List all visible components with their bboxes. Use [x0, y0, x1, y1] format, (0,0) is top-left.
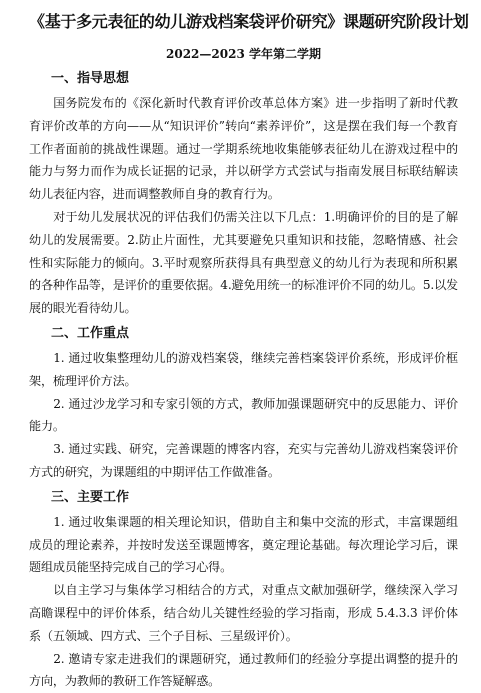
section-heading-work-focus: 二、工作重点: [51, 325, 130, 341]
paragraph: 2. 邀请专家走进我们的课题研究，通过教师们的经验分享提出调整的提升的方向，为教师的教研工作答疑解惑。: [29, 651, 458, 689]
paragraph: 对于幼儿发展状况的评估我们仍需关注以下几点：1.明确评价的目的是了解幼儿的发展需要。2.防止片面性，尤其要避免只重知识和技能，忽略情感、社会性和实际能力的倾向。3.平时观察所获得具有典型意义的幼儿行为表现和所积累的各种作品等，是评价的重要依据。4.避免用统一的标准评价不同的幼儿。5.以发展的眼光看待幼儿。: [29, 209, 458, 316]
document-subtitle: 2022—2023 学年第二学期: [166, 47, 321, 61]
paragraph: 1. 通过收集整理幼儿的游戏档案袋，继续完善档案袋评价系统，形成评价框架，梳理评价方法。: [29, 350, 458, 388]
paragraph: 2. 通过沙龙学习和专家引领的方式，教师加强课题研究中的反思能力、评价能力。: [29, 396, 458, 434]
document-title: 《基于多元表征的幼儿游戏档案袋评价研究》课题研究阶段计划: [29, 12, 469, 31]
section-heading-main-work: 三、主要工作: [51, 489, 130, 505]
paragraph: 1. 通过收集课题的相关理论知识，借助自主和集中交流的形式，丰富课题组成员的理论素养，并按时发送至课题博客，奠定理论基础。每次理论学习后，课题组成员能坚持完成自己的学习心得。: [29, 514, 458, 575]
paragraph: 3. 通过实践、研究，完善课题的博客内容，充实与完善幼儿游戏档案袋评价方式的研究，为课题组的中期评估工作做准备。: [29, 442, 458, 479]
section-heading-guiding-ideology: 一、指导思想: [51, 71, 130, 86]
paragraph: 以自主学习与集体学习相结合的方式，对重点文献加强研学，继续深入学习高瞻课程中的评价体系，结合幼儿关键性经验的学习指南，形成 5.4.3.3 评价体系（五领域、四方式、三个子目标、三星级评价）。: [29, 583, 458, 643]
paragraph: 国务院发布的《深化新时代教育评价改革总体方案》进一步指明了新时代教育评价改革的方向——从“知识评价”转向“素养评价”，这是摆在我们每一个教育工作者面前的挑战性课题。通过一学期系统地收集能够表征幼儿在游戏过程中的能力与努力而作为成长证据的记录，并以研学方式尝试与指南发展目标联结解读幼儿表征内容，进而调整教师自身的教育行为。: [29, 96, 458, 202]
